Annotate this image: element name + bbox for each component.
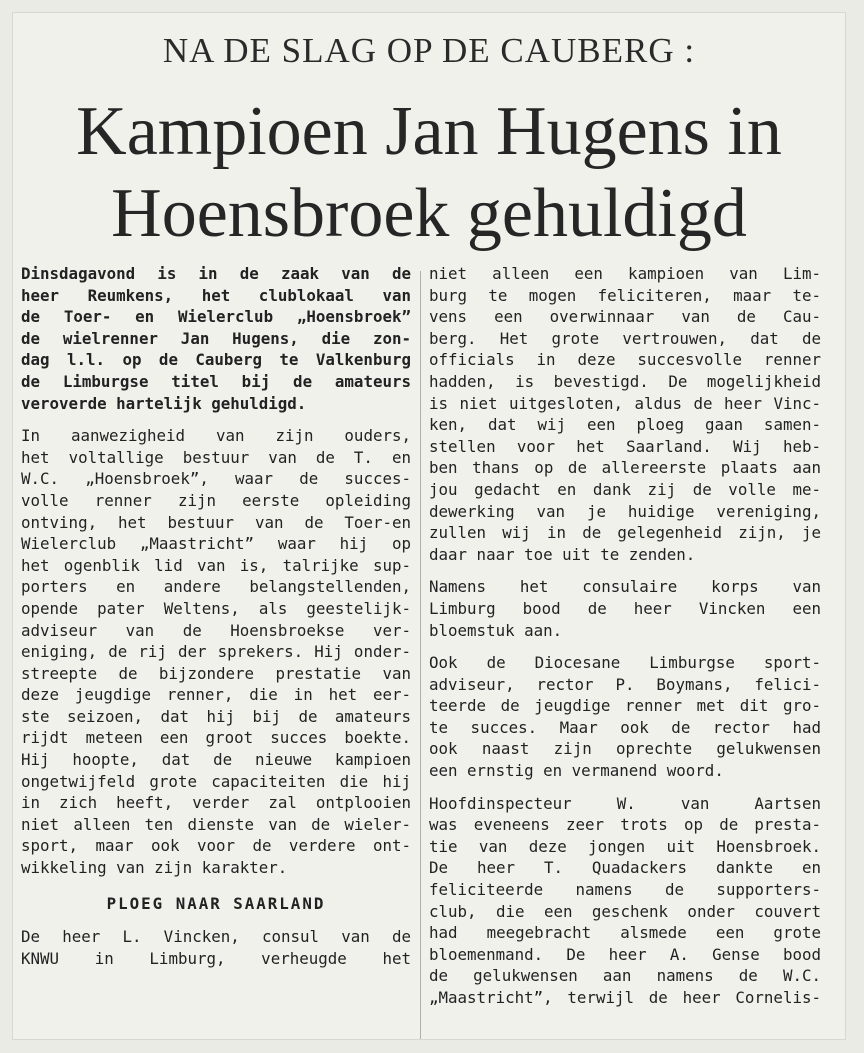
newspaper-clipping <box>12 12 846 1040</box>
kicker-headline: NA DE SLAG OP DE CAUBERG : <box>162 31 696 70</box>
body-paragraph: Hoofdinspecteur W. van Aartsen was eveneens zeer trots op de presta- tie van deze jongen uit Hoensbroek. De heer T. Quadackers dankte en feliciteerde namens de supporters- club, die een geschenk onder couvert had meegebracht alsmede een grote bloemenmand. De heer A. Gense bood de gelukwensen aan namens de W.C. „Maastricht”, terwijl de heer Cornelis- <box>429 793 821 1007</box>
section-subheading: PLOEG NAAR SAARLAND <box>106 893 326 913</box>
headline-line-2: Hoensbroek gehuldigd <box>111 175 747 252</box>
column-divider <box>420 271 421 1040</box>
article-column-left <box>21 263 411 969</box>
main-headline <box>13 91 845 255</box>
article-column-right <box>429 263 821 1009</box>
body-paragraph: In aanwezigheid van zijn ouders, het voltallige bestuur van de T. en W.C. „Hoensbroek”, waar de succes- volle renner zijn eerste opleiding ontving, het bestuur van de Toer-en Wielerclub „Maastricht” waar hij op het ogenblik lid van is, talrijke sup- porters en andere belangstellenden, opende pater Weltens, als geestelijk- adviseur van de Hoensbroekse ver- eniging, de rij der sprekers. Hij onder- streepte de bijzondere prestatie van deze jeugdige renner, die in het eer- ste seizoen, dat hij bij de amateurs rijdt meteen een groot succes boekte. Hij hoopte, dat de nieuwe kampioen ongetwijfeld grote capaciteiten die hij in zich heeft, verder zal ontplooien niet alleen ten dienste van de wieler- sport, maar ook voor de verdere ont- wikkeling van zijn karakter. <box>21 426 411 878</box>
body-paragraph: De heer L. Vincken, consul van de KNWU in Limburg, verheugde het <box>21 927 411 968</box>
lead-paragraph: Dinsdagavond is in de zaak van de heer Reumkens, het clublokaal van de Toer- en Wielerclub „Hoensbroek” de wielrenner Jan Hugens, die zon- dag l.l. op de Cauberg te Valkenburg de Limburgse titel bij de amateurs veroverde hartelijk gehuldigd. <box>21 264 411 413</box>
body-paragraph: Namens het consulaire korps van Limburg bood de heer Vincken een bloemstuk aan. <box>429 577 821 640</box>
body-paragraph: niet alleen een kampioen van Lim- burg te mogen feliciteren, maar te- vens een overwinnaar van de Cau- berg. Het grote vertrouwen, dat de officials in deze succesvolle renner hadden, is bevestigd. De mogelijkheid is niet uitgesloten, aldus de heer Vinc- ken, dat wij een ploeg gaan samen- stellen voor het Saarland. Wij heb- ben thans op de allereerste plaats aan jou gedacht en dank zij de volle me- dewerking van je huidige vereniging, zullen wij in de gelegenheid zijn, je daar naar toe uit te zenden. <box>429 264 821 564</box>
headline-line-1: Kampioen Jan Hugens in <box>76 93 782 170</box>
body-paragraph: Ook de Diocesane Limburgse sport- adviseur, rector P. Boymans, felici- teerde de jeugdige renner met dit gro- te succes. Maar ook de rector had ook naast zijn oprechte gelukwensen een ernstig en vermanend woord. <box>429 653 821 781</box>
